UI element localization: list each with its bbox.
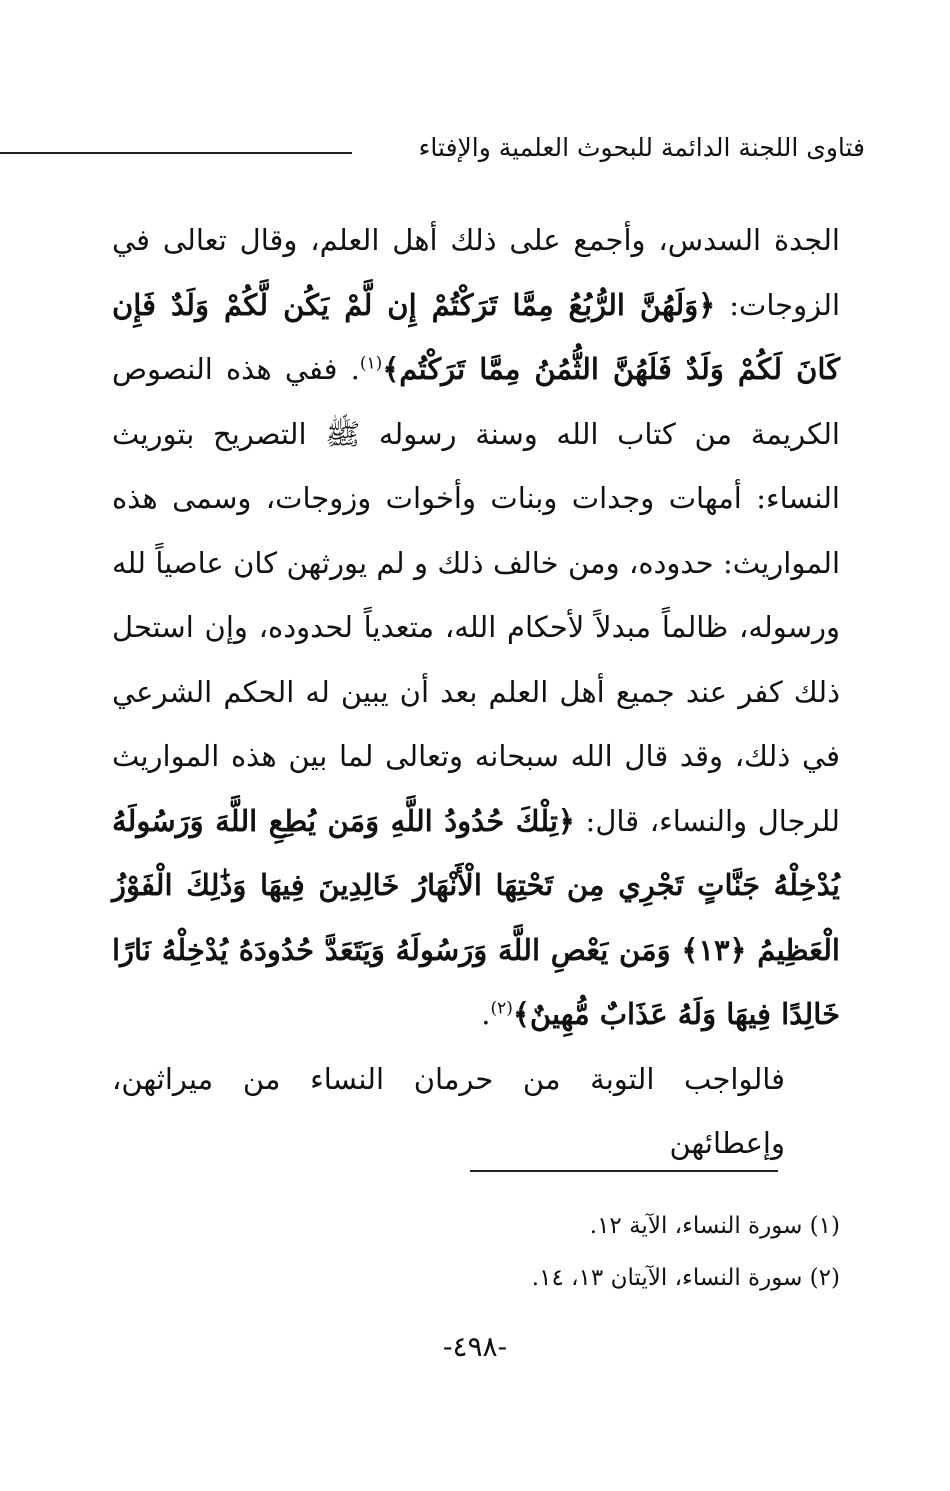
quran-verse-2: ﴿تِلْكَ حُدُودُ اللَّهِ وَمَن يُطِعِ اللَّهَ وَرَسُولَهُ يُدْخِلْهُ جَنَّاتٍ تَجْرِي مِن تَحْتِهَا الْأَنْهَارُ خَالِدِينَ فِيهَا وَذَٰلِكَ الْفَوْزُ الْعَظِيمُ ﴿١٣﴾ وَمَن يَعْصِ اللَّهَ وَرَسُولَهُ وَيَتَعَدَّ حُدُودَهُ يُدْخِلْهُ نَارًا خَالِدًا فِيهَا وَلَهُ عَذَابٌ مُّهِينٌ﴾ [112,803,840,1031]
paragraph-1-end: . [481,997,491,1031]
paragraph-1-text-b: . ففي هذه النصوص الكريمة من كتاب الله وسنة رسوله ﷺ التصريح بتوريث النساء: أمهات وجدات وبنات وأخوات وزوجات، وسمى هذه المواريث: حدوده، ومن خالف ذلك و لم يورثهن كان عاصياً لله ورسوله، ظالماً مبدلاً لأحكام الله، متعدياً لحدوده، وإن استحل ذلك كفر عند جميع أهل العلم بعد أن يبين له الحكم الشرعي في ذلك، وقد قال الله سبحانه وتعالى لما بين هذه المواريث للرجال والنساء، قال: [112,352,840,838]
body-text [112,208,840,1176]
header-rule [0,152,352,154]
footnote-1: (١) سورة النساء، الآية ١٢. [589,1213,840,1239]
footnote-ref-1: (١) [359,353,383,374]
paragraph-2: فالواجب التوبة من حرمان النساء من ميراثهن، وإعطائهن [112,1061,785,1160]
paragraph-1-text-a: الجدة السدس، وأجمع على ذلك أهل العلم، وقال تعالى في الزوجات: [112,223,841,322]
footnote-2: (٢) سورة النساء، الآيتان ١٣، ١٤. [531,1265,840,1291]
quran-verse-1: ﴿وَلَهُنَّ الرُّبُعُ مِمَّا تَرَكْتُمْ إِن لَّمْ يَكُن لَّكُمْ وَلَدٌ فَإِن كَانَ لَكُمْ وَلَدٌ فَلَهُنَّ الثُّمُنُ مِمَّا تَرَكْتُم﴾ [112,287,841,386]
running-header [105,128,865,168]
page-number: -٤٩٨- [442,1330,508,1363]
paragraph-1 [112,208,840,1047]
header-title: فتاوى اللجنة الدائمة للبحوث العلمية والإفتاء [418,133,865,162]
footnote-ref-2: (٢) [490,998,513,1019]
footnotes [112,1200,840,1304]
footnote-separator [470,1170,778,1172]
